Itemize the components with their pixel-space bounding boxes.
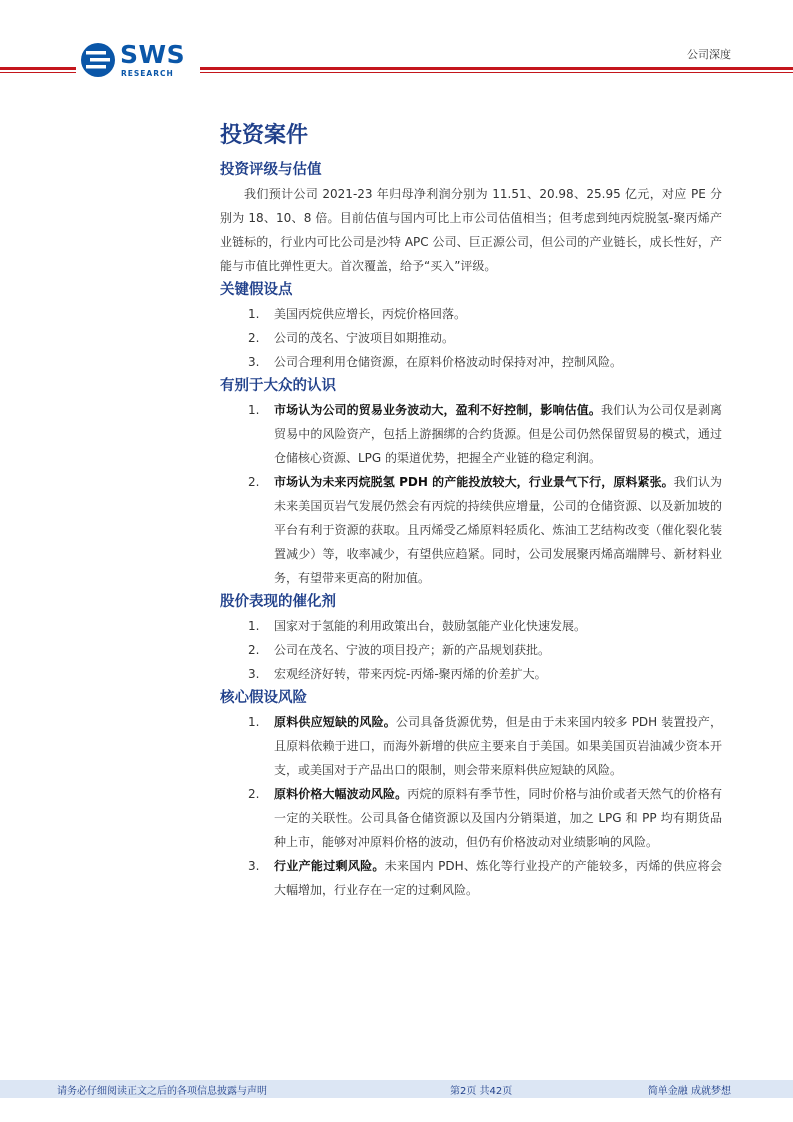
- list-item: [220, 350, 722, 374]
- list-text: 未来国内 PDH、炼化等行业投产的产能较多，丙烯的供应将会大幅增加，行业存在一定的过剩风险。: [274, 859, 722, 897]
- header-rule-right: [200, 67, 793, 70]
- list-text: 我们认为未来美国页岩气发展仍然会有丙烷的持续供应增量，公司的仓储资源、以及新加坡的平台有利于资源的获取。且丙烯受乙烯原料轻质化、炼油工艺结构改变（催化裂化装置减少）等，收率减少，有望供应趋紧。同时，公司发展聚丙烯高端牌号、新材料业务，有望带来更高的附加值。: [274, 475, 722, 585]
- list-text: 公司在茂名、宁波的项目投产；新的产品规划获批。: [274, 643, 551, 657]
- list-bold-lead: 市场认为公司的贸易业务波动大，盈利不好控制，影响估值。: [274, 403, 601, 417]
- list-number: 3.: [248, 859, 260, 873]
- page-footer: [0, 1080, 793, 1098]
- list-text: 公司的茂名、宁波项目如期推动。: [274, 331, 455, 345]
- list-item: [220, 662, 722, 686]
- catalysts-list: [220, 614, 722, 686]
- risks-list: [220, 710, 722, 902]
- list-bold-lead: 行业产能过剩风险。: [274, 859, 385, 873]
- sws-logo-icon: [80, 42, 116, 78]
- list-number: 1.: [248, 715, 260, 729]
- section-title-risks: 核心假设风险: [220, 690, 307, 706]
- header-rule-right-thin: [200, 72, 793, 73]
- logo-text: SWS: [120, 40, 186, 69]
- list-number: 2.: [248, 331, 260, 345]
- sws-logo: [80, 40, 190, 80]
- list-item: [220, 854, 722, 902]
- footer-page-info: 第2页 共42页: [450, 1086, 513, 1097]
- list-item: [220, 302, 722, 326]
- list-item: [220, 638, 722, 662]
- list-number: 1.: [248, 307, 260, 321]
- list-bold-lead: 原料价格大幅波动风险。: [274, 787, 408, 801]
- document-type-label: 公司深度: [687, 48, 731, 61]
- page-header: [0, 0, 793, 100]
- list-text: 美国丙烷供应增长，丙烷价格回落。: [274, 307, 467, 321]
- main-content: [220, 118, 722, 902]
- list-text: 宏观经济好转，带来丙烷-丙烯-聚丙烯的价差扩大。: [274, 667, 547, 681]
- list-number: 1.: [248, 619, 260, 633]
- list-text: 国家对于氢能的利用政策出台，鼓励氢能产业化快速发展。: [274, 619, 587, 633]
- list-item: [220, 470, 722, 590]
- list-item: [220, 614, 722, 638]
- list-text: 丙烷的原料有季节性，同时价格与油价或者天然气的价格有一定的关联性。公司具备仓储资源以及国内分销渠道，加之 LPG 和 PP 均有期货品种上市，能够对冲原料价格的波动，但仍有价格波动对业绩影响的风险。: [274, 787, 722, 849]
- list-number: 3.: [248, 667, 260, 681]
- section-title-assumptions: 关键假设点: [220, 282, 293, 298]
- section-title-catalysts: 股价表现的催化剂: [220, 594, 336, 610]
- section-title-different-view: 有别于大众的认识: [220, 378, 336, 394]
- different-view-list: [220, 398, 722, 590]
- list-number: 3.: [248, 355, 260, 369]
- list-item: [220, 326, 722, 350]
- logo-subtext: RESEARCH: [121, 69, 174, 78]
- header-rule-left-thin: [0, 72, 76, 73]
- list-text: 我们认为公司仅是剥离贸易中的风险资产，包括上游捆绑的合约货源。但是公司仍然保留贸易的模式，通过仓储核心资源、LPG 的渠道优势，把握全产业链的稳定利润。: [274, 403, 722, 465]
- list-bold-lead: 市场认为未来丙烷脱氢 PDH 的产能投放较大，行业景气下行，原料紧张。: [274, 475, 674, 489]
- list-bold-lead: 原料供应短缺的风险。: [274, 715, 396, 729]
- list-item: [220, 782, 722, 854]
- list-number: 1.: [248, 403, 260, 417]
- list-item: [220, 710, 722, 782]
- rating-paragraph: 我们预计公司 2021-23 年归母净利润分别为 11.51、20.98、25.95 亿元，对应 PE 分别为 18、10、8 倍。目前估值与国内可比上市公司估值相当；但考虑到纯丙烷脱氢-聚丙烯产业链标的，行业内可比公司是沙特 APC 公司、巨正源公司，但公司的产业链长，成长性好，产能与市值比弹性更大。首次覆盖，给予“买入”评级。: [220, 187, 722, 273]
- list-number: 2.: [248, 475, 260, 489]
- list-text: 公司具备货源优势，但是由于未来国内较多 PDH 装置投产，且原料依赖于进口，而海外新增的供应主要来自于美国。如果美国页岩油减少资本开支，或美国对于产品出口的限制，则会带来原料供应短缺的风险。: [274, 715, 722, 777]
- footer-disclaimer: 请务必仔细阅读正文之后的各项信息披露与声明: [57, 1086, 267, 1097]
- header-rule-left: [0, 67, 76, 70]
- list-item: [220, 398, 722, 470]
- list-text: 公司合理利用仓储资源，在原料价格波动时保持对冲，控制风险。: [274, 355, 623, 369]
- list-number: 2.: [248, 787, 260, 801]
- assumptions-list: [220, 302, 722, 374]
- list-number: 2.: [248, 643, 260, 657]
- page-title: 投资案件: [220, 123, 309, 148]
- footer-slogan: 简单金融 成就梦想: [647, 1086, 731, 1097]
- section-title-rating: 投资评级与估值: [220, 162, 322, 178]
